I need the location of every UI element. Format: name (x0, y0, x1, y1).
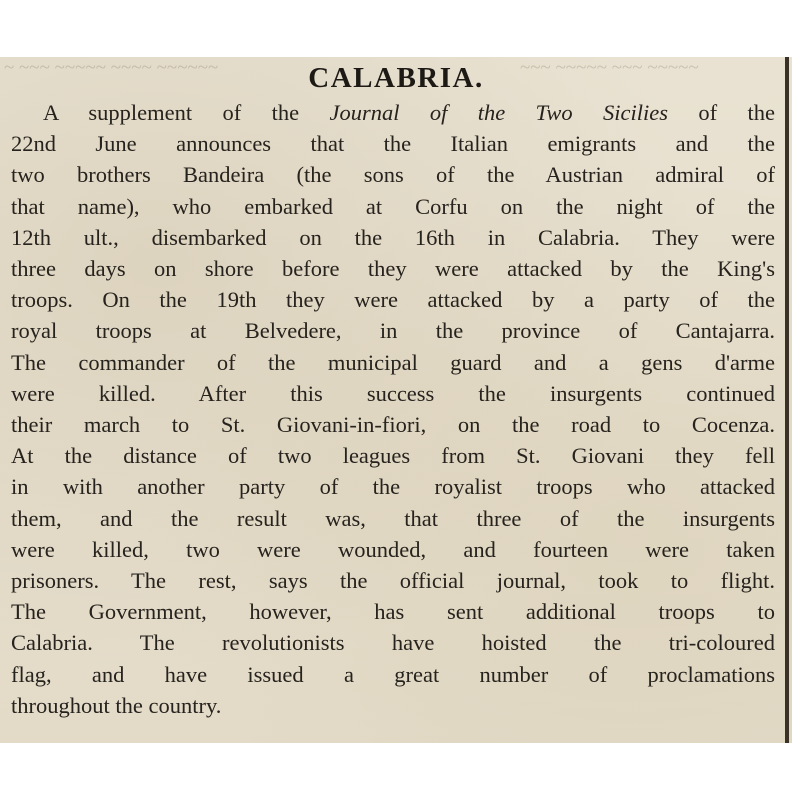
article-line: The Government, however, has sent additional troops to (11, 599, 775, 625)
article-line: royal troops at Belvedere, in the province of Cantajarra. (11, 318, 775, 344)
article-line: in with another party of the royalist troops who attacked (11, 474, 775, 500)
article-line-1: A supplement of the Journal of the Two Sicilies of the (43, 100, 775, 125)
article-line: At the distance of two leagues from St. Giovani they fell (11, 443, 775, 469)
article-body (11, 97, 775, 721)
article-line: three days on shore before they were attacked by the King's (11, 256, 775, 282)
article-line: flag, and have issued a great number of proclamations (11, 661, 775, 687)
publication-name: Journal of the Two Sicilies (329, 100, 669, 125)
article-line: two brothers Bandeira (the sons of the Austrian admiral of (11, 162, 775, 188)
newspaper-clipping (0, 57, 792, 743)
article-line: 12th ult., disembarked on the 16th in Calabria. They were (11, 224, 775, 250)
article-line: prisoners. The rest, says the official journal, took to flight. (11, 568, 775, 594)
bleed-through-text: ~~~ ~~~~~ ~~~ ~~~~~ (520, 57, 699, 78)
article-line: were killed. After this success the insurgents continued (11, 380, 775, 406)
article-line: Calabria. The revolutionists have hoisted the tri-coloured (11, 630, 775, 656)
article-line: troops. On the 19th they were attacked by a party of the (11, 287, 775, 313)
article-line: were killed, two were wounded, and fourteen were taken (11, 536, 775, 562)
article-line: The commander of the municipal guard and a gens d'arme (11, 349, 775, 375)
article-line: them, and the result was, that three of the insurgents (11, 505, 775, 531)
bleed-through-text: ~ ~~~ ~~~~~ ~~~~ ~~~~~~ (4, 57, 219, 78)
column-rule (785, 57, 789, 743)
article-title: CALABRIA. (308, 62, 484, 94)
article-line: that name), who embarked at Corfu on the night of the (11, 193, 775, 219)
article-line-last: throughout the country. (11, 692, 222, 718)
article-line: their march to St. Giovani-in-fiori, on the road to Cocenza. (11, 412, 775, 438)
article-line: 22nd June announces that the Italian emigrants and the (11, 131, 775, 157)
